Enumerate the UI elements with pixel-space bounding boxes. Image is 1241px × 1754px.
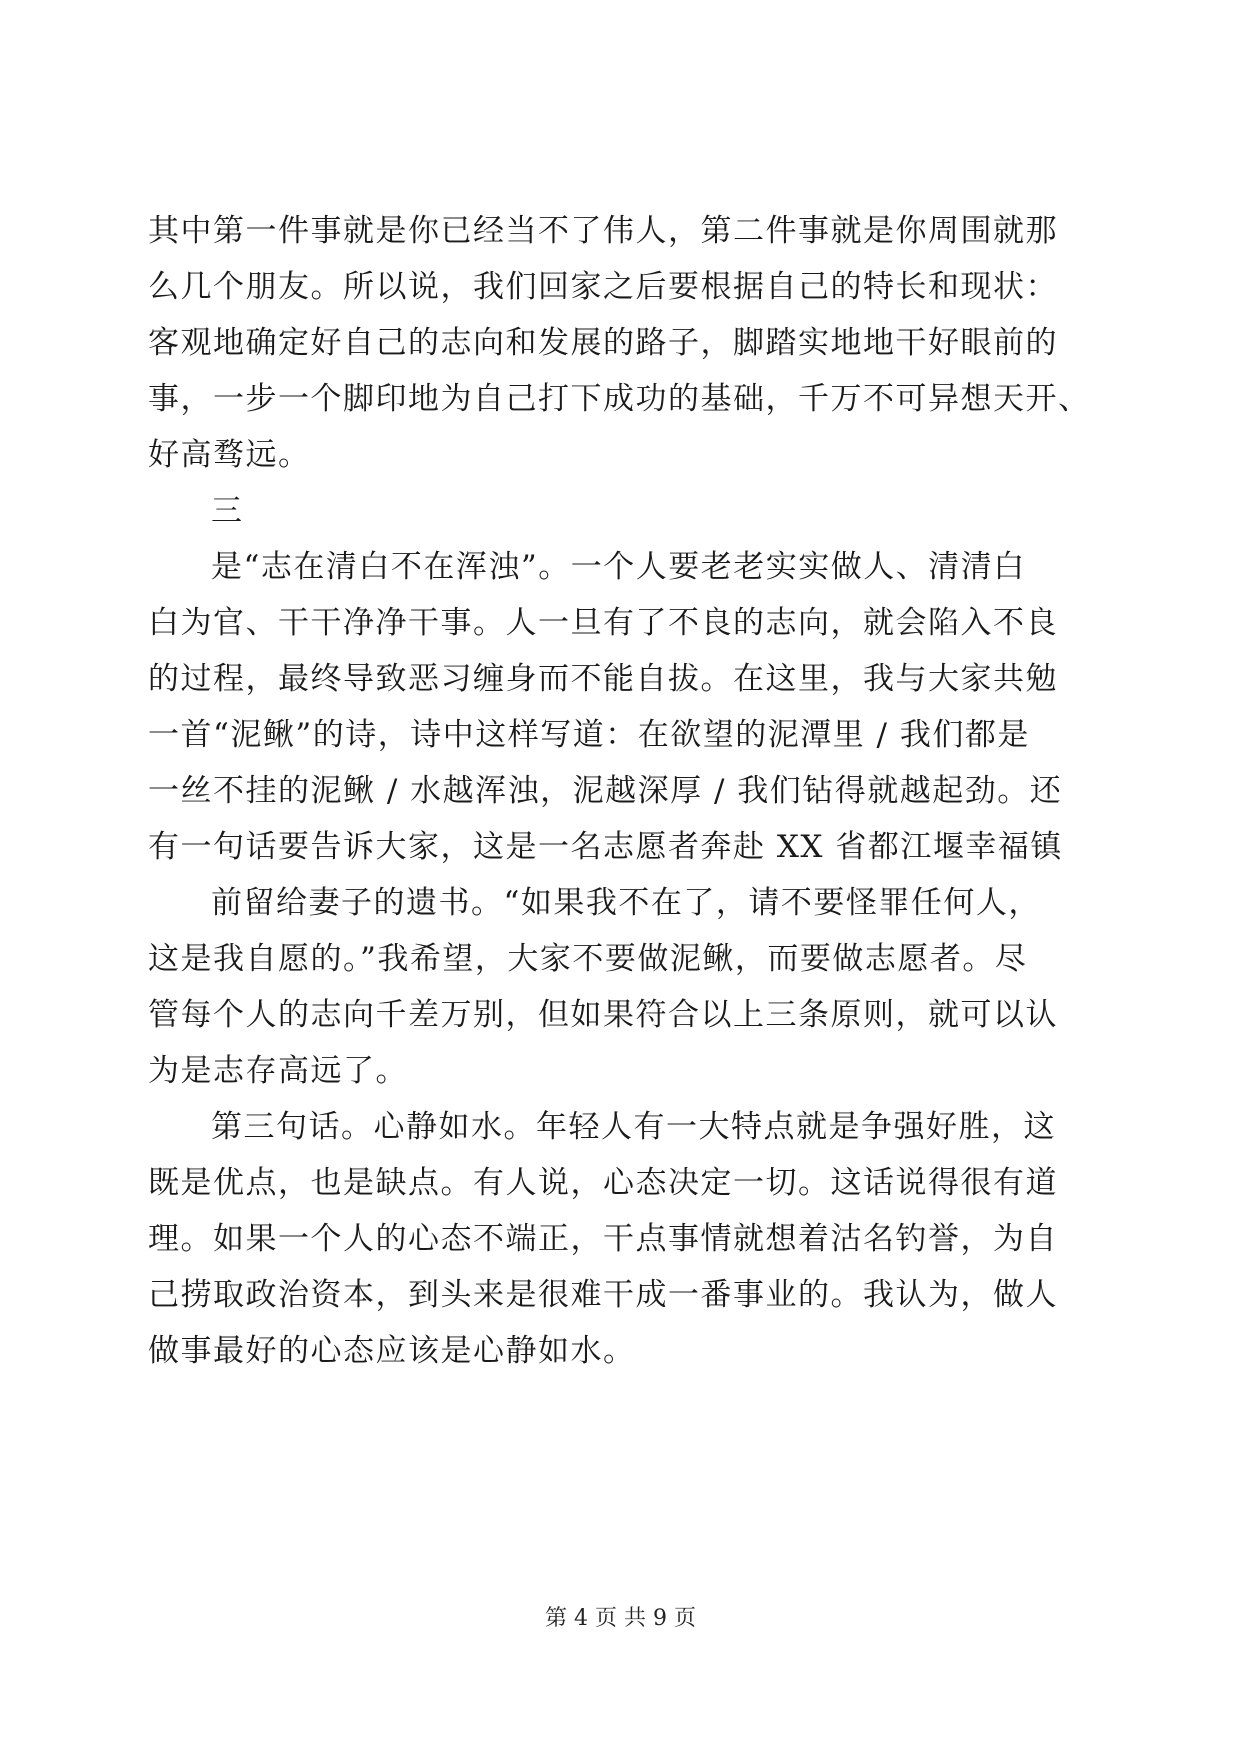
text-line: 为是志存高远了。 <box>148 1053 408 1089</box>
text-line: 有一句话要告诉大家，这是一名志愿者奔赴 XX 省都江堰幸福镇 <box>148 829 1063 865</box>
text-line: 么几个朋友。所以说，我们回家之后要根据自己的特长和现状： <box>148 269 1058 305</box>
text-line: 既是优点，也是缺点。有人说，心态决定一切。这话说得很有道 <box>148 1165 1058 1201</box>
text-line: 己捞取政治资本，到头来是很难干成一番事业的。我认为，做人 <box>148 1277 1058 1313</box>
text-line: 其中第一件事就是你已经当不了伟人，第二件事就是你周围就那 <box>148 213 1058 249</box>
text-line: 一首“泥鳅”的诗，诗中这样写道：在欲望的泥潭里 / 我们都是 <box>148 717 1030 753</box>
text-line: 好高骛远。 <box>148 437 311 473</box>
text-line: 白为官、干干净净干事。人一旦有了不良的志向，就会陷入不良 <box>148 605 1058 641</box>
text-line: 管每个人的志向千差万别，但如果符合以上三条原则，就可以认 <box>148 997 1058 1033</box>
text-line: 的过程，最终导致恶习缠身而不能自拔。在这里，我与大家共勉 <box>148 661 1058 697</box>
text-line: 事，一步一个脚印地为自己打下成功的基础，千万不可异想天开、 <box>148 381 1091 417</box>
section-number: 三 <box>211 493 244 529</box>
text-line: 做事最好的心态应该是心静如水。 <box>148 1333 636 1369</box>
text-line: 客观地确定好自己的志向和发展的路子，脚踏实地地干好眼前的 <box>148 325 1058 361</box>
page-number-footer: 第 4 页 共 9 页 <box>545 1606 696 1631</box>
text-line: 理。如果一个人的心态不端正，干点事情就想着沽名钓誉，为自 <box>148 1221 1058 1257</box>
text-line: 这是我自愿的。”我希望，大家不要做泥鳅，而要做志愿者。尽 <box>148 941 1028 977</box>
text-line: 前留给妻子的遗书。“如果我不在了，请不要怪罪任何人， <box>211 885 1041 921</box>
text-line: 第三句话。心静如水。年轻人有一大特点就是争强好胜，这 <box>211 1109 1056 1145</box>
text-line: 一丝不挂的泥鳅 / 水越浑浊，泥越深厚 / 我们钻得就越起劲。还 <box>148 773 1063 809</box>
text-line: 是“志在清白不在浑浊”。一个人要老老实实做人、清清白 <box>211 549 1026 585</box>
